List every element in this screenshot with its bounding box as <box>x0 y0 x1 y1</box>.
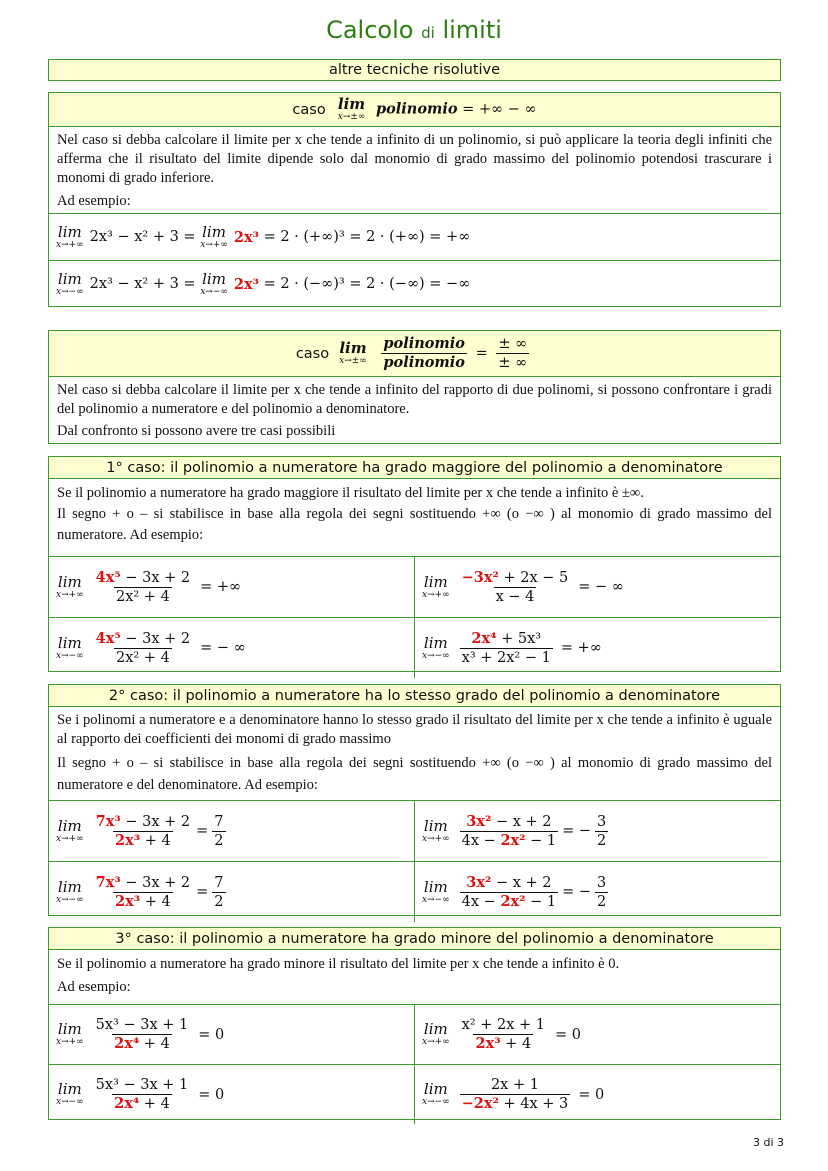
example-row <box>49 260 780 307</box>
case-title: 2° caso: il polinomio a numeratore ha lo stesso grado del polinomio a denominatore <box>108 687 721 704</box>
example-intro: Ad esempio: <box>57 979 131 995</box>
case-title: 3° caso: il polinomio a numeratore ha grado minore del polinomio a denominatore <box>115 930 714 947</box>
case-title: 1° caso: il polinomio a numeratore ha grado maggiore del polinomio a denominatore <box>106 459 723 476</box>
example-formula: lim x→−∞ $\frac{\text{4x⁵ − 3x + 2}}{\text{2x² + 4}}$ = − ∞ <box>56 629 246 666</box>
example-formula: lim x→+∞ $\frac{\text{3x² − x + 2}}{\text{4x − 2x² − 1}}$ = − $\frac{3}{2}$ <box>414 801 780 861</box>
description-paragraph: Il segno + o – si stabilisce in base alla regola dei segni sostituendo +∞ (o −∞ ) al monomio di grado massimo del numeratore. Ad esempio: <box>57 506 772 543</box>
title-word-limiti: limiti <box>442 16 502 44</box>
example-formula: lim x→−∞ 2x³ − x² + 3 = lim x→−∞ 2x³ = 2 · (−∞)³ = 2 · (−∞) = −∞ <box>56 269 471 297</box>
example-formula: lim x→−∞ $\frac{\text{2x⁴ + 5x³}}{\text{x³ + 2x² − 1}}$ = +∞ <box>414 618 780 678</box>
example-row <box>49 1004 780 1064</box>
example-row <box>49 861 780 922</box>
section-rational-limit <box>48 330 781 444</box>
example-formula: lim x→+∞ $\frac{\text{5x³ − 3x + 1}}{\text{2x⁴ + 4}}$ = 0 <box>56 1017 225 1052</box>
subtitle-text: altre tecniche risolutive <box>328 62 501 78</box>
caso-label: caso <box>295 345 330 362</box>
example-row <box>49 800 780 861</box>
description-paragraph: Nel caso si debba calcolare il limite per x che tende a infinito del rapporto di due polinomi, si possono confrontare i gradi del polinomio a numeratore e del polinomio a denominatore. <box>57 382 772 417</box>
section-description <box>49 377 780 443</box>
case-2-box <box>48 684 781 916</box>
example-formula: lim x→+∞ $\frac{\text{x² + 2x + 1}}{\text{2x³ + 4}}$ = 0 <box>414 1005 780 1064</box>
example-formula: lim x→+∞ 2x³ − x² + 3 = lim x→+∞ 2x³ = 2 · (+∞)³ = 2 · (+∞) = +∞ <box>56 222 471 250</box>
lim-word: lim <box>337 95 366 113</box>
example-formula: lim x→−∞ $\frac{\text{7x³ − 3x + 2}}{\text{2x³ + 4}}$ = $\frac{7}{2}$ <box>56 873 224 910</box>
subtitle-box <box>48 59 781 81</box>
section-polynomial-limit <box>48 92 781 307</box>
example-row <box>49 617 780 678</box>
caso-label: caso <box>292 101 326 118</box>
example-row <box>49 213 780 260</box>
example-formula: lim x→−∞ $\frac{2x + 1}{\text{−2x² + 4x + 3}}$ = 0 <box>414 1065 780 1124</box>
case-header <box>49 928 780 950</box>
example-intro: Ad esempio: <box>57 193 131 209</box>
example-formula: lim x→+∞ $\frac{\text{7x³ − 3x + 2}}{\text{2x³ + 4}}$ = $\frac{7}{2}$ <box>56 812 224 849</box>
description-paragraph: Se il polinomio a numeratore ha grado minore il risultato del limite per x che tende a infinito è 0. <box>57 956 620 972</box>
example-formula: lim x→−∞ $\frac{\text{5x³ − 3x + 1}}{\text{2x⁴ + 4}}$ = 0 <box>56 1077 225 1112</box>
description-paragraph: Nel caso si debba calcolare il limite per x che tende a infinito di un polinomio, si può applicare la teoria degli infiniti che afferma che il risultato del limite dipende solo dal monomio di grado massimo del polinomio potendosi trascurare i monomi di grado inferiore. <box>57 132 772 186</box>
case-header <box>49 685 780 707</box>
description-paragraph: Se i polinomi a numeratore e a denominatore hanno lo stesso grado il risultato del limite per x che tende a infinito è uguale al rapporto dei coefficienti dei monomi di grado massimo <box>57 712 772 747</box>
expression: polinomio <box>375 100 458 118</box>
case-header <box>49 457 780 479</box>
lim-subscript: x→±∞ <box>337 112 366 122</box>
section-header: caso lim x→±∞ $\frac{\text{polinomio}}{\text{polinomio}}$ = $\frac{\pm \infty}{\pm \infty}$ <box>49 331 780 377</box>
example-row <box>49 1064 780 1124</box>
example-formula: lim x→−∞ $\frac{\text{3x² − x + 2}}{\text{4x − 2x² − 1}}$ = − $\frac{3}{2}$ <box>414 862 780 922</box>
title-word-di: di <box>421 24 435 42</box>
description-paragraph: Il segno + o – si stabilisce in base alla regola dei segni sostituendo +∞ (o −∞ ) al monomio di grado massimo del numeratore e del denominatore. Ad esempio: <box>57 755 772 793</box>
description-paragraph: Dal confronto si possono avere tre casi possibili <box>57 423 336 439</box>
example-formula: lim x→+∞ $\frac{\text{4x⁵ − 3x + 2}}{\text{2x² + 4}}$ = +∞ <box>56 568 242 605</box>
case-description <box>49 479 780 556</box>
example-formula: lim x→+∞ $\frac{\text{−3x² + 2x − 5}}{x - 4}$ = − ∞ <box>414 557 780 617</box>
case-3-box <box>48 927 781 1120</box>
case-description <box>49 950 780 1004</box>
case-description <box>49 707 780 800</box>
case-1-box <box>48 456 781 672</box>
indeterminate-form: = +∞ − ∞ <box>462 101 537 118</box>
section-header <box>49 93 780 127</box>
section-description <box>49 127 780 213</box>
page-number: 3 di 3 <box>752 1136 784 1149</box>
example-row <box>49 556 780 617</box>
description-paragraph: Se il polinomio a numeratore ha grado maggiore il risultato del limite per x che tende a infinito è ±∞. <box>57 485 644 501</box>
page-title <box>0 16 828 44</box>
title-word-calcolo: Calcolo <box>326 16 414 44</box>
